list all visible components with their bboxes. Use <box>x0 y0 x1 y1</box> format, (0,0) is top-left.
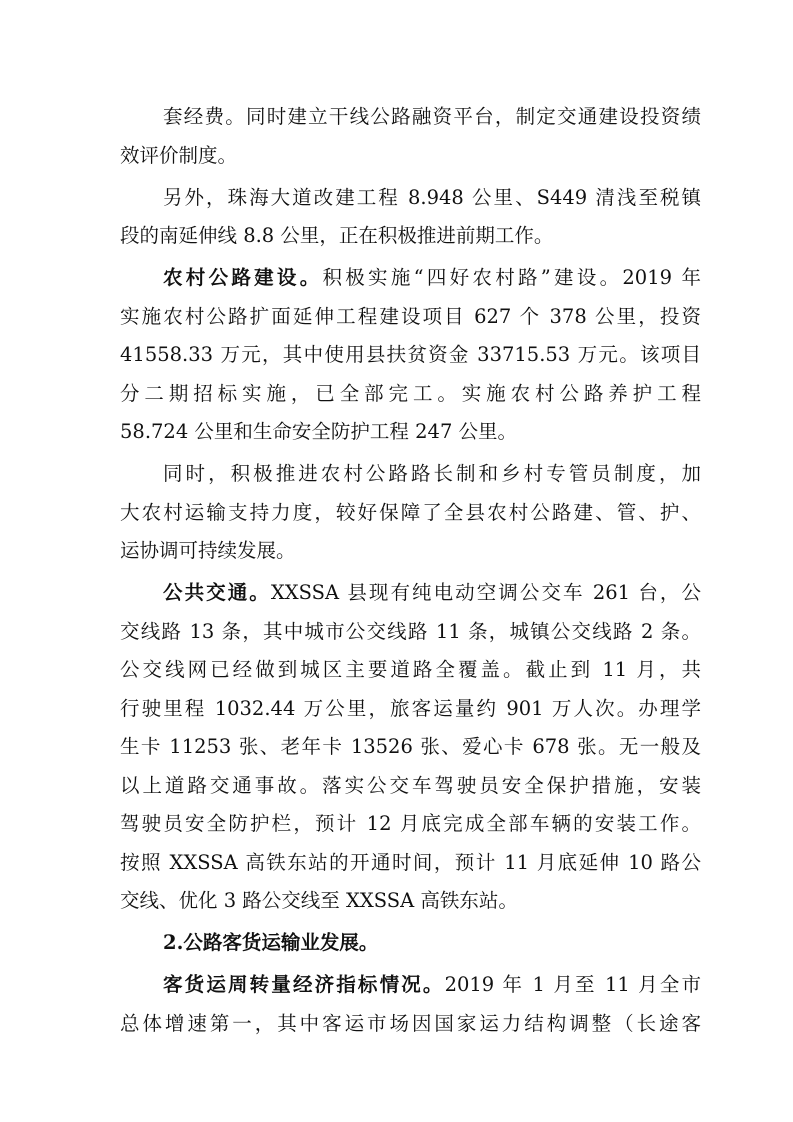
line-text: 运协调可持续发展。 <box>120 539 296 562</box>
line-text: 总体增速第一，其中客运市场因国家运力结构调整（长途客 <box>120 1011 701 1035</box>
text-line <box>120 924 701 963</box>
text-line <box>120 882 701 921</box>
line-text: 套经费。同时建立干线公路融资平台，制定交通建设投资绩 <box>163 105 701 128</box>
text-line <box>120 137 701 176</box>
text-line <box>120 767 701 806</box>
text-line <box>120 966 701 1005</box>
text-line <box>120 728 701 767</box>
text-line <box>120 1005 701 1044</box>
line-text: 以上道路交通事故。落实公交车驾驶员安全保护措施，安装 <box>120 773 701 797</box>
text-line <box>120 375 701 414</box>
paragraph <box>120 455 701 571</box>
document-page <box>120 98 701 1047</box>
line-text: 公交线网已经做到城区主要道路全覆盖。截止到 11 月，共 <box>120 658 701 681</box>
bold-heading: 公共交通。 <box>163 581 271 604</box>
line-text: 生卡 11253 张、老年卡 13526 张、爱心卡 678 张。无一般及 <box>120 735 701 758</box>
line-text: 大农村运输支持力度，较好保障了全县农村公路建、管、护、 <box>120 500 701 524</box>
line-text: 同时，积极推进农村公路路长制和乡村专管员制度，加 <box>163 462 701 485</box>
paragraph <box>120 574 701 921</box>
text-line <box>120 179 701 218</box>
text-line <box>120 413 701 452</box>
line-text: 效评价制度。 <box>120 143 238 167</box>
paragraph <box>120 966 701 1043</box>
text-line <box>120 298 701 337</box>
bold-heading: 农村公路建设。 <box>163 266 323 289</box>
text-line <box>120 259 701 298</box>
text-line <box>120 690 701 729</box>
line-text: 2019 年 1 月至 11 月全市 <box>444 973 701 996</box>
bold-heading: 客货运周转量经济指标情况。 <box>163 973 445 996</box>
line-text: 实施农村公路扩面延伸工程建设项目 627 个 378 公里，投资 <box>120 304 701 328</box>
text-line <box>120 532 701 571</box>
text-line <box>120 613 701 652</box>
line-text: 积极实施“四好农村路”建设。2019 年 <box>322 266 701 289</box>
line-text: 按照 XXSSA 高铁东站的开通时间，预计 11 月底延伸 10 路公 <box>120 850 701 874</box>
line-text: 41558.33 万元，其中使用县扶贫资金 33715.53 万元。该项目 <box>120 343 701 366</box>
paragraph <box>120 259 701 452</box>
text-line <box>120 336 701 375</box>
text-line <box>120 574 701 613</box>
line-text: 交线、优化 3 路公交线至 XXSSA 高铁东站。 <box>120 889 518 912</box>
text-line <box>120 494 701 533</box>
text-line <box>120 455 701 494</box>
line-text: 分二期招标实施，已全部完工。实施农村公路养护工程 <box>120 381 701 405</box>
line-text: 段的南延伸线 8.8 公里，正在积极推进前期工作。 <box>120 224 554 247</box>
text-line <box>120 805 701 844</box>
text-line <box>120 651 701 690</box>
paragraph <box>120 179 701 256</box>
bold-heading: 2.公路客货运输业发展。 <box>163 931 379 954</box>
paragraph <box>120 98 701 175</box>
line-text: 行驶里程 1032.44 万公里，旅客运量约 901 万人次。办理学 <box>120 696 701 720</box>
line-text: 驾驶员安全防护栏，预计 12 月底完成全部车辆的安装工作。 <box>120 812 701 835</box>
paragraph <box>120 924 701 963</box>
text-line <box>120 98 701 137</box>
line-text: 交线路 13 条，其中城市公交线路 11 条，城镇公交线路 2 条。 <box>120 619 701 643</box>
line-text: 58.724 公里和生命安全防护工程 247 公里。 <box>120 420 518 443</box>
text-line <box>120 217 701 256</box>
text-line <box>120 844 701 883</box>
line-text: 另外，珠海大道改建工程 8.948 公里、S449 清浅至税镇 <box>163 185 701 209</box>
line-text: XXSSA 县现有纯电动空调公交车 261 台，公 <box>270 581 701 604</box>
